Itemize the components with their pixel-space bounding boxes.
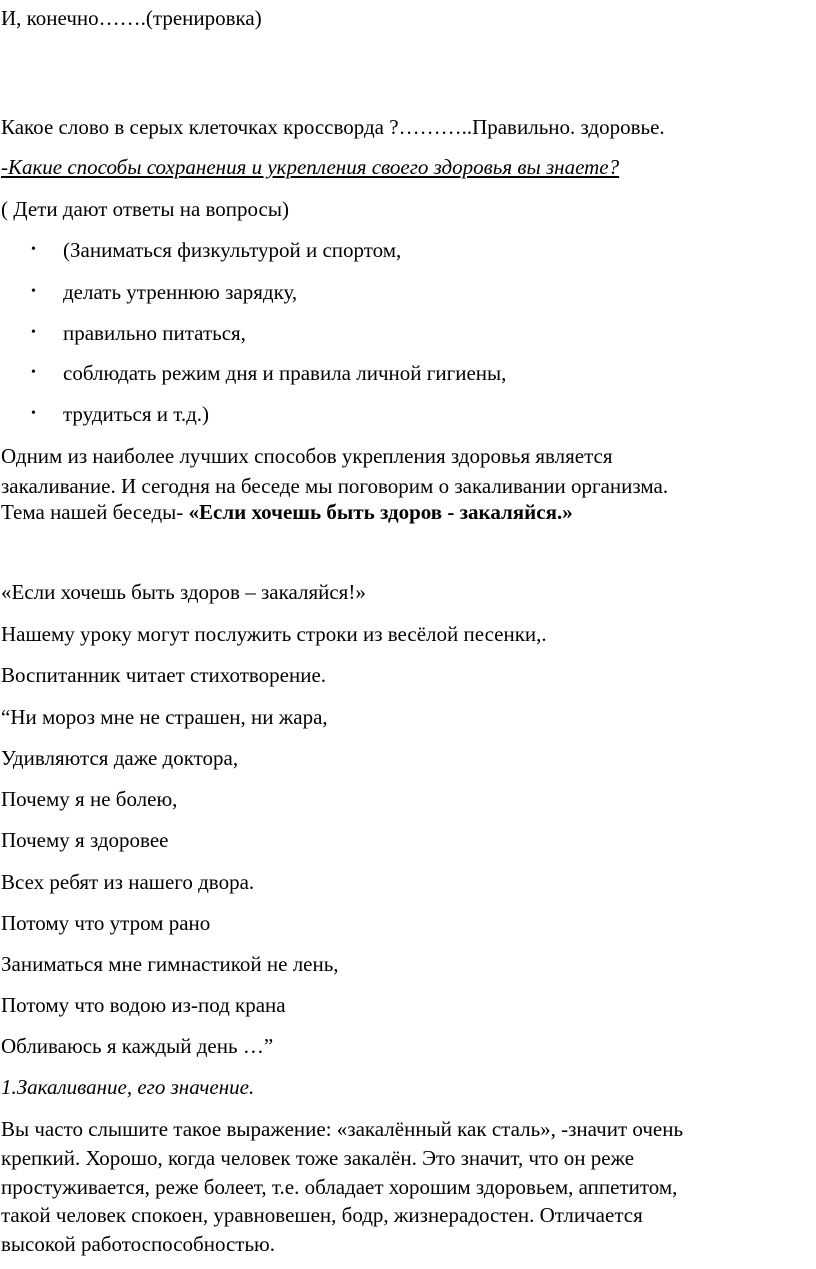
paragraph-1-line-2: закаливание. И сегодня на беседе мы поговорим о закаливании организма. xyxy=(1,474,669,498)
poem-line: Почему я не болею, xyxy=(1,787,178,811)
paragraph-2-line: Вы часто слышите такое выражение: «закалённый как сталь», -значит очень xyxy=(1,1117,684,1141)
poem-line: Заниматься мне гимнастикой не лень, xyxy=(1,952,339,976)
paragraph-1-line-1: Одним из наиболее лучших способов укрепления здоровья является xyxy=(1,444,613,468)
bullet-icon: • xyxy=(31,365,36,380)
paragraph-2-line: высокой работоспособностью. xyxy=(1,1232,275,1256)
poem-line: Удивляются даже доктора, xyxy=(1,746,239,770)
list-item-text: делать утреннюю зарядку, xyxy=(63,280,298,304)
bullet-icon: • xyxy=(31,242,36,257)
paragraph-2-line: простуживается, реже болеет, т.е. обладает хорошим здоровьем, аппетитом, xyxy=(1,1175,678,1199)
poem-line: Потому что водою из-под крана xyxy=(1,993,286,1017)
bullet-icon: • xyxy=(31,284,36,299)
list-item-text: (Заниматься физкультурой и спортом, xyxy=(63,238,402,262)
bullet-icon: • xyxy=(31,406,36,421)
poem-line: Всех ребят из нашего двора. xyxy=(1,870,255,894)
section-title: 1.Закаливание, его значение. xyxy=(1,1075,255,1099)
paragraph-1-line-3 xyxy=(1,500,573,524)
topic-quote: «Если хочешь быть здоров – закаляйся!» xyxy=(1,580,366,604)
poem-line: “Ни мороз мне не страшен, ни жара, xyxy=(1,705,328,729)
topic-title-bold: «Если хочешь быть здоров - закаляйся.» xyxy=(188,500,573,524)
list-item-text: трудиться и т.д.) xyxy=(63,402,210,426)
poem-line: Почему я здоровее xyxy=(1,828,169,852)
health-question: -Какие способы сохранения и укрепления своего здоровья вы знаете? xyxy=(1,155,620,179)
crossword-question: Какое слово в серых клеточках кроссворда ?………..Правильно. здоровье. xyxy=(1,115,665,139)
poem-line: Обливаюсь я каждый день …” xyxy=(1,1034,274,1058)
reader-line: Воспитанник читает стихотворение. xyxy=(1,663,327,687)
list-item-text: правильно питаться, xyxy=(63,321,246,345)
answers-intro: ( Дети дают ответы на вопросы) xyxy=(1,197,289,221)
topic-intro-text: Тема нашей беседы- xyxy=(1,500,189,524)
lesson-line: Нашему уроку могут послужить строки из весёлой песенки,. xyxy=(1,622,547,646)
list-item-text: соблюдать режим дня и правила личной гигиены, xyxy=(63,361,507,385)
paragraph-2-line: крепкий. Хорошо, когда человек тоже закалён. Это значит, что он реже xyxy=(1,1146,635,1170)
bullet-icon: • xyxy=(31,325,36,340)
poem-line: Потому что утром рано xyxy=(1,911,211,935)
paragraph-2-line: такой человек спокоен, уравновешен, бодр, жизнерадостен. Отличается xyxy=(1,1203,643,1227)
heading-line: И, конечно…….(тренировка) xyxy=(1,6,262,30)
